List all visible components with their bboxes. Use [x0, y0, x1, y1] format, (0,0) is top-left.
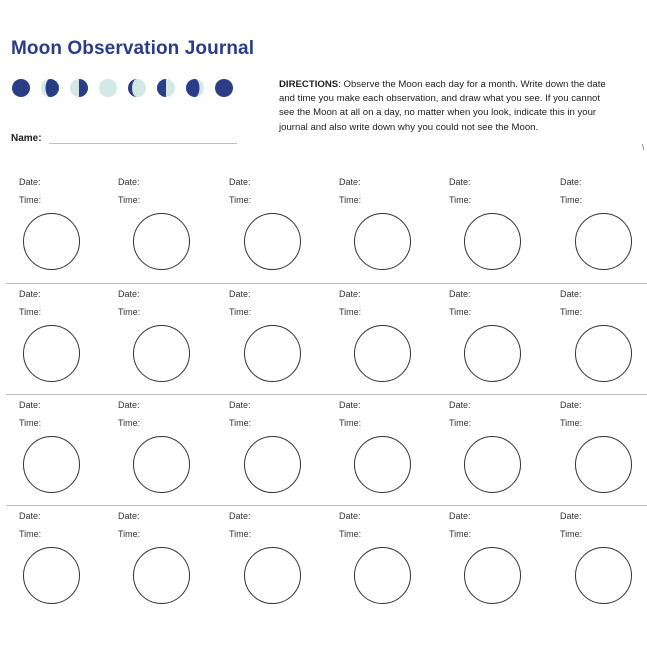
observation-entry [118, 511, 228, 622]
date-label: Date: [229, 400, 251, 410]
time-label: Time: [118, 195, 141, 205]
moon-phase-icon [12, 79, 30, 97]
moon-drawing-circle[interactable] [244, 325, 301, 382]
page-title: Moon Observation Journal [11, 38, 255, 59]
moon-phase-icon [128, 79, 146, 97]
edge-mark: \ [642, 143, 645, 152]
observation-entry [229, 511, 339, 622]
observation-entry [560, 177, 647, 288]
observation-entry [19, 177, 129, 288]
time-label: Time: [229, 195, 252, 205]
moon-drawing-circle[interactable] [133, 436, 190, 493]
directions-body: : Observe the Moon each day for a month. Write down the date and time you make each observation, and draw what you see. If you cannot see the Moon at all on a day, no matter when you look, indicate this in your journal and also write down why you could not see the Moon. [279, 79, 606, 133]
moon-drawing-circle[interactable] [23, 436, 80, 493]
moon-phase-icon [157, 79, 175, 97]
moon-phase-icon [70, 79, 88, 97]
observation-entry [19, 511, 129, 622]
observation-entry [560, 400, 647, 511]
date-label: Date: [449, 400, 471, 410]
observation-entry [449, 511, 559, 622]
observation-entry [339, 400, 449, 511]
date-label: Date: [118, 289, 140, 299]
moon-drawing-circle[interactable] [575, 436, 632, 493]
time-label: Time: [118, 418, 141, 428]
time-label: Time: [19, 195, 42, 205]
date-label: Date: [560, 511, 582, 521]
moon-phase-icon [186, 79, 204, 97]
name-label: Name: [11, 133, 42, 144]
date-label: Date: [339, 400, 361, 410]
moon-drawing-circle[interactable] [464, 213, 521, 270]
observation-entry [19, 289, 129, 400]
date-label: Date: [118, 177, 140, 187]
moon-drawing-circle[interactable] [354, 547, 411, 604]
time-label: Time: [339, 195, 362, 205]
time-label: Time: [449, 307, 472, 317]
moon-drawing-circle[interactable] [354, 325, 411, 382]
observation-entry [118, 289, 228, 400]
time-label: Time: [560, 307, 583, 317]
time-label: Time: [339, 307, 362, 317]
moon-phase-icon [215, 79, 233, 97]
time-label: Time: [19, 529, 42, 539]
moon-drawing-circle[interactable] [244, 547, 301, 604]
date-label: Date: [560, 289, 582, 299]
time-label: Time: [560, 418, 583, 428]
directions-text [279, 78, 617, 135]
observation-entry [560, 511, 647, 622]
moon-phase-icon [99, 79, 117, 97]
moon-drawing-circle[interactable] [354, 436, 411, 493]
date-label: Date: [118, 511, 140, 521]
moon-drawing-circle[interactable] [464, 325, 521, 382]
time-label: Time: [19, 418, 42, 428]
time-label: Time: [449, 195, 472, 205]
name-field[interactable] [49, 143, 237, 144]
observation-entry [449, 289, 559, 400]
moon-drawing-circle[interactable] [23, 547, 80, 604]
date-label: Date: [19, 289, 41, 299]
date-label: Date: [560, 177, 582, 187]
time-label: Time: [118, 307, 141, 317]
date-label: Date: [449, 177, 471, 187]
observation-entry [118, 177, 228, 288]
date-label: Date: [229, 289, 251, 299]
observation-entry [449, 400, 559, 511]
time-label: Time: [339, 529, 362, 539]
date-label: Date: [339, 511, 361, 521]
date-label: Date: [560, 400, 582, 410]
time-label: Time: [19, 307, 42, 317]
moon-drawing-circle[interactable] [23, 213, 80, 270]
moon-drawing-circle[interactable] [133, 325, 190, 382]
observation-entry [118, 400, 228, 511]
observation-entry [229, 289, 339, 400]
time-label: Time: [229, 418, 252, 428]
moon-drawing-circle[interactable] [133, 213, 190, 270]
time-label: Time: [560, 195, 583, 205]
observation-entry [560, 289, 647, 400]
moon-phase-icon [41, 79, 59, 97]
date-label: Date: [19, 511, 41, 521]
time-label: Time: [118, 529, 141, 539]
observation-entry [19, 400, 129, 511]
moon-drawing-circle[interactable] [575, 213, 632, 270]
moon-drawing-circle[interactable] [354, 213, 411, 270]
date-label: Date: [19, 177, 41, 187]
moon-drawing-circle[interactable] [244, 436, 301, 493]
moon-drawing-circle[interactable] [464, 547, 521, 604]
observation-entry [339, 289, 449, 400]
date-label: Date: [449, 289, 471, 299]
moon-drawing-circle[interactable] [23, 325, 80, 382]
date-label: Date: [229, 177, 251, 187]
observation-entry [229, 400, 339, 511]
date-label: Date: [19, 400, 41, 410]
observation-entry [339, 177, 449, 288]
time-label: Time: [560, 529, 583, 539]
moon-drawing-circle[interactable] [244, 213, 301, 270]
date-label: Date: [449, 511, 471, 521]
time-label: Time: [229, 529, 252, 539]
date-label: Date: [339, 289, 361, 299]
time-label: Time: [449, 418, 472, 428]
moon-drawing-circle[interactable] [575, 547, 632, 604]
date-label: Date: [118, 400, 140, 410]
observation-entry [449, 177, 559, 288]
observation-entry [339, 511, 449, 622]
moon-drawing-circle[interactable] [464, 436, 521, 493]
moon-drawing-circle[interactable] [575, 325, 632, 382]
time-label: Time: [229, 307, 252, 317]
date-label: Date: [229, 511, 251, 521]
date-label: Date: [339, 177, 361, 187]
moon-drawing-circle[interactable] [133, 547, 190, 604]
time-label: Time: [449, 529, 472, 539]
time-label: Time: [339, 418, 362, 428]
directions-label: DIRECTIONS [279, 79, 339, 90]
observation-entry [229, 177, 339, 288]
